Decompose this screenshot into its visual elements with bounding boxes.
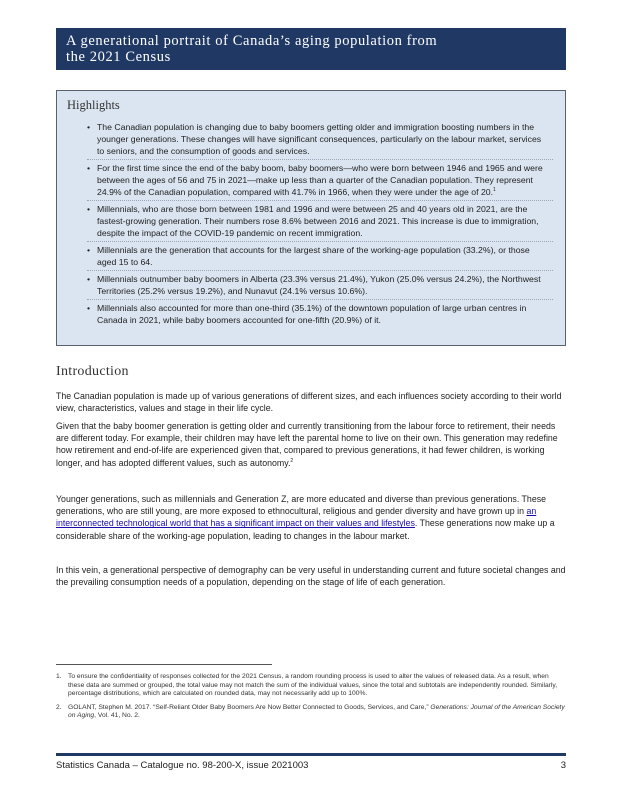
title-line-2: the 2021 Census (66, 49, 171, 65)
introduction-heading: Introduction (56, 364, 129, 379)
highlight-text: Millennials are the generation that accounts for the largest share of the working-age population (33.2%), or those aged 15 to 64. (97, 245, 530, 267)
title-line-1: A generational portrait of Canada’s aging population from (66, 33, 438, 49)
interconnected-world-link[interactable]: an interconnected technological world that has a significant impact on their values and lifestyles (56, 506, 537, 529)
paragraph-text: In this vein, a generational perspective of demography can be very useful in understanding current and future societal changes and the prevailing consumption needs of a population, depending on the stage of life of each generation. (56, 565, 566, 588)
highlight-text: Millennials outnumber baby boomers in Alberta (23.3% versus 21.4%), Yukon (25.0% versus 24.2%), the Northwest Territories (25.2% versus 19.2%), and Nunavut (24.1% versus 10.6%). (97, 274, 541, 296)
paragraph-text: The Canadian population is made up of various generations of different sizes, and each influences society according to their world view, characteristics, values and stage in their life cycle. (56, 391, 562, 414)
intro-paragraph-3 (56, 493, 566, 542)
bullet-icon: • (87, 163, 91, 173)
footnote-ref-1[interactable]: 1 (493, 187, 496, 194)
list-item (67, 203, 565, 239)
list-item (67, 302, 565, 326)
footnote-number: 2. (56, 703, 62, 711)
highlight-text: Millennials also accounted for more than one-third (35.1%) of the downtown population of large urban centres in Canada in 2021, while baby boomers accounted for one-fifth (20.9%) of it. (97, 303, 527, 325)
paragraph-text-end: . These generations now make up a considerable share of the working-age population, leading to changes in the labour market. (56, 518, 555, 541)
footnote-text-end: , Vol. 41, No. 2. (94, 712, 140, 720)
footnote-1 (56, 673, 566, 699)
highlight-text: The Canadian population is changing due to baby boomers getting older and immigration boosting numbers in the younger generations. These changes will have significant consequences, particularly on the labour market, services to seniors, and the consumption of goods and services. (97, 122, 542, 156)
highlights-list (67, 121, 565, 326)
bullet-icon: • (87, 204, 91, 214)
list-item (67, 273, 565, 297)
highlight-text: For the first time since the end of the baby boom, baby boomers—who were born between 1946 and 1965 and were between the ages of 56 and 75 in 2021—make up less than a quarter of the Canadian population. They represent 24.9% of the Canadian population, compared with 41.7% in 1966, when they were under the age of 20. (97, 163, 543, 197)
page-title (56, 28, 566, 70)
bullet-icon: • (87, 245, 91, 255)
intro-paragraph-1 (56, 390, 566, 414)
list-item (67, 162, 565, 198)
intro-paragraph-4 (56, 564, 566, 588)
paragraph-text: Given that the baby boomer generation is getting older and currently transitioning from the labour force to retirement, their needs are different today. For example, their children may have left the parental home to live on their own. This generation may redefine how retirement and end-of-life are experienced given that, compared to previous generations, it had fewer children, is working longer, and has adopted different values, such as autonomy. (56, 421, 558, 468)
footer-catalogue: Statistics Canada – Catalogue no. 98-200-X, issue 2021003 (56, 760, 309, 771)
list-item (67, 244, 565, 268)
footnote-text-start: GOLANT, Stephen M. 2017. “Self-Reliant Older Baby Boomers Are Now Better Connected to Goods, Services, and Care,” (68, 703, 431, 711)
highlights-box (56, 90, 566, 346)
bullet-icon: • (87, 303, 91, 313)
footnote-ref-2[interactable]: 2 (290, 457, 294, 464)
paragraph-text-start: Younger generations, such as millennials and Generation Z, are more educated and diverse than previous generations. These generations, who are still young, are more exposed to ethnocultural, religious and gender diversity and have grown up in (56, 494, 547, 517)
intro-paragraph-2 (56, 420, 566, 469)
footnotes (56, 673, 566, 726)
footnote-divider (56, 664, 272, 665)
footnote-text: To ensure the confidentiality of responses collected for the 2021 Census, a random rounding process is used to alter the values of released data. As a result, when these data are summed or grouped, the total value may not match the sum of the individual values, since the total and subtotals are independently rounded. Similarly, percentage distributions, which are calculated on rounded data, may not necessarily add up to 100%. (68, 673, 558, 698)
footnote-number: 1. (56, 673, 62, 680)
bullet-icon: • (87, 122, 91, 132)
highlights-heading: Highlights (67, 98, 120, 112)
list-item (67, 121, 565, 157)
bullet-icon: • (87, 274, 91, 284)
highlight-text: Millennials, who are those born between 1981 and 1996 and were between 25 and 40 years old in 2021, are the fastest-growing generation. Their numbers rose 8.6% between 2016 and 2021. This increase is due to immigration, despite the impact of the COVID-19 pandemic on recent immigration. (97, 204, 539, 238)
page-number: 3 (560, 760, 566, 771)
footer-divider (56, 753, 566, 756)
journal-title: Generations: Journal of the American Society on Aging (68, 703, 565, 720)
footnote-2 (56, 704, 566, 721)
